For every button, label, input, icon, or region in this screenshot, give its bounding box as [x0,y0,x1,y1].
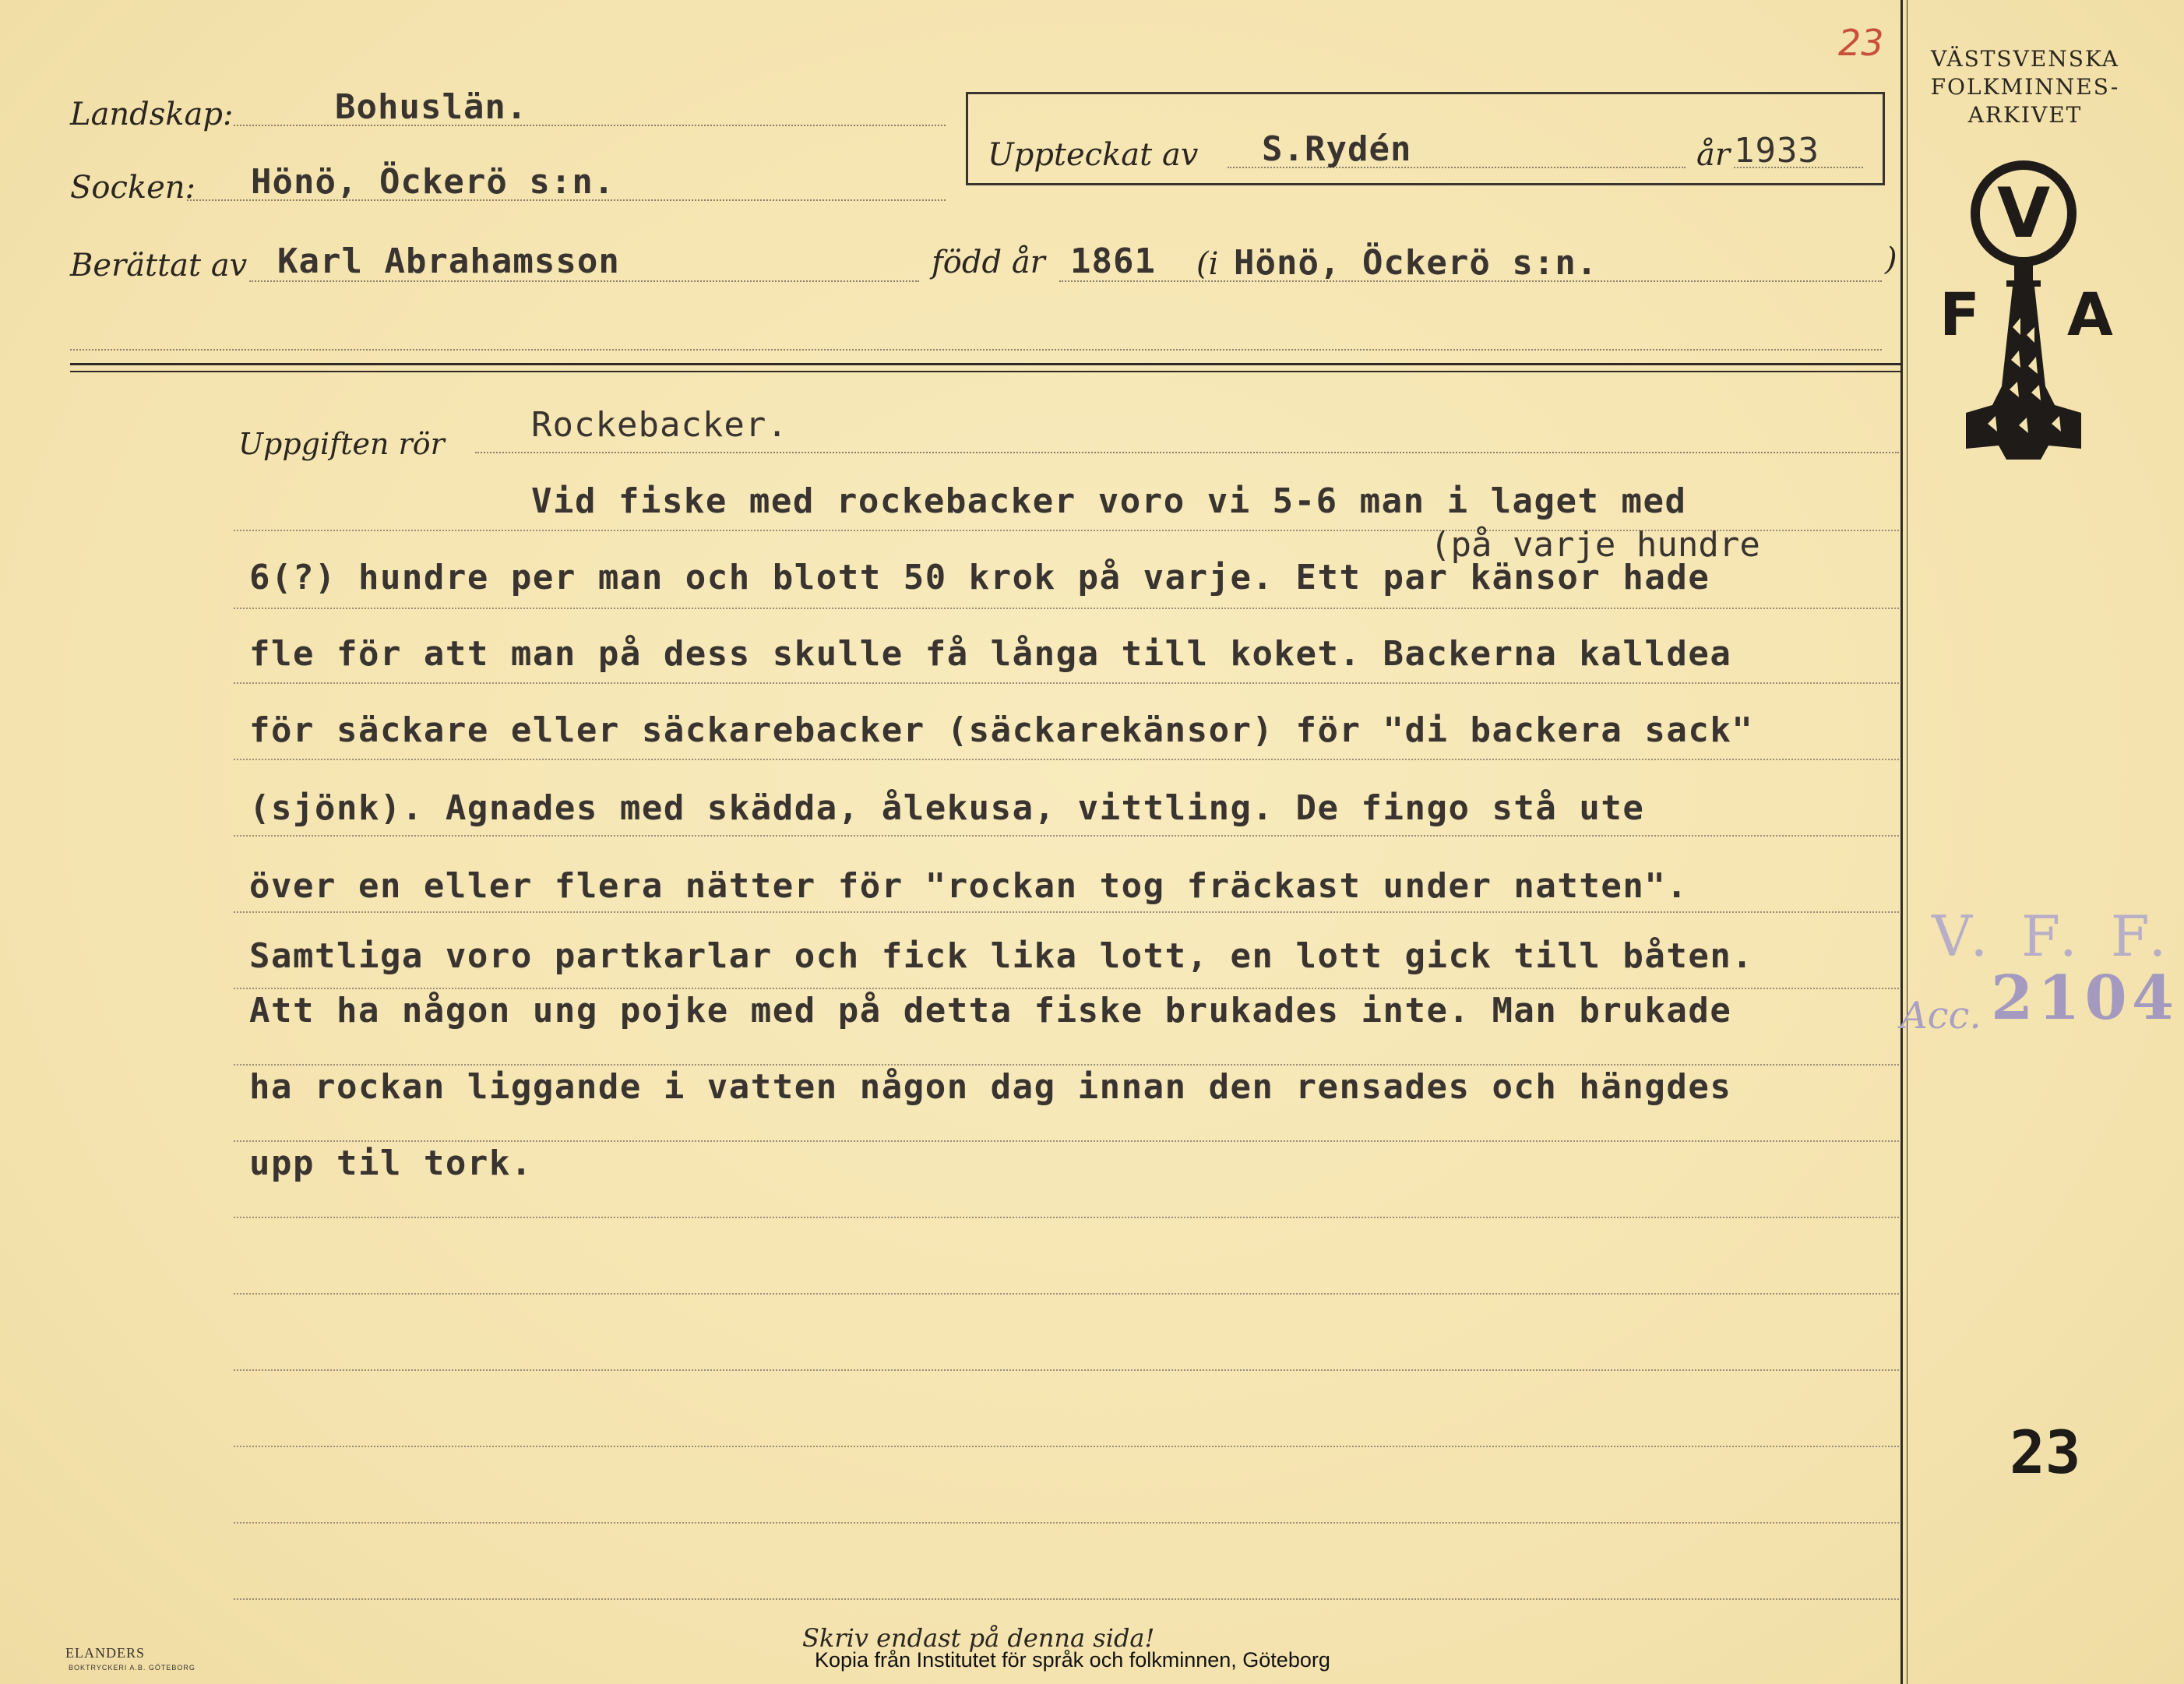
body-line-3: fle för att man på dess skulle få långa till koket. Backerna kalldea [249,634,1732,674]
subject-title: Rockebacker. [531,405,788,445]
archive-logo [1924,156,2134,467]
stamp-acc-label: Acc. [1900,994,1981,1038]
ruled-line [234,835,1899,837]
ruled-line [234,1369,1899,1371]
archive-column-border [1900,0,1903,1684]
ruled-line [234,1522,1899,1524]
printer-mark: ELANDERS [65,1645,145,1661]
body-line-8: Att ha någon ung pojke med på detta fiske brukades inte. Man brukade [249,991,1732,1030]
stamp-acc-number: 2104 [1991,963,2179,1034]
red-page-mark: 23 [1838,22,1884,64]
ruled-line [234,608,1899,609]
berattat-label: Berättat av [70,248,248,284]
body-line-9: ha rockan liggande i vatten någon dag innan den rensades och hängdes [249,1067,1732,1107]
body-line-2: 6(?) hundre per man och blott 50 krok på varje. Ett par känsor hade [249,558,1710,597]
logo-letter-f: F [1939,280,1980,349]
ruled-line [234,911,1899,913]
upptecknat-label: Uppteckat av [988,137,1199,173]
ruled-line [234,759,1899,760]
ar-value: 1933 [1734,131,1819,171]
footer-instruction: Skriv endast på denna sida! [802,1623,1155,1653]
stamp-vff: V. F. F. [1932,904,2175,969]
ruled-line [234,1064,1899,1066]
archive-name: VÄSTSVENSKA FOLKMINNES- ARKIVET [1930,46,2120,128]
fodd-label: född år [932,245,1045,280]
insertion-note: (på varje hundre [1430,525,1760,565]
fodd-paren-open: (i [1196,246,1219,282]
ruled-line [234,988,1899,989]
logo-circle-letter: V [1996,173,2051,253]
ruled-line [234,1446,1899,1447]
body-line-10: upp til tork. [249,1143,533,1183]
copy-notice: Kopia från Institutet för språk och folkminnen, Göteborg [815,1648,1330,1672]
fodd-year: 1861 [1070,241,1156,281]
ruled-line [234,1217,1899,1218]
blank-header-dots [70,349,1882,351]
fodd-place: Hönö, Öckerö s:n. [1234,243,1598,283]
ruled-line [234,1293,1899,1295]
header-separator-top [70,363,1900,365]
printer-mark-sub: BOKTRYCKERI A.B. GÖTEBORG [69,1664,196,1672]
header-separator-bottom [70,371,1900,372]
subject-dots [475,452,1899,453]
hammer-handle [1966,262,2081,460]
ruled-line [234,1598,1899,1600]
fodd-paren-close: ) [1885,241,1897,277]
berattat-value: Karl Abrahamsson [277,241,620,281]
landskap-value: Bohuslän. [335,87,528,127]
ruled-line [234,682,1899,684]
uppgiften-label: Uppgiften rör [238,427,445,461]
upptecknat-value: S.Rydén [1262,129,1412,169]
socken-value: Hönö, Öckerö s:n. [251,162,615,202]
socken-label: Socken: [70,170,196,206]
ar-label: år [1696,137,1730,173]
landskap-label: Landskap: [70,97,234,132]
body-line-5: (sjönk). Agnades med skädda, ålekusa, vittling. De fingo stå ute [249,788,1645,828]
logo-letter-a: A [2067,280,2113,349]
body-line-1: Vid fiske med rockebacker voro vi 5-6 man i laget med [531,481,1687,521]
ruled-line [234,1140,1899,1142]
body-line-6: över en eller flera nätter för "rockan tog fräckast under natten". [249,866,1689,906]
body-line-4: för säckare eller säckarebacker (säckarekänsor) för "di backera sack" [249,710,1754,750]
page-number: 23 [2010,1418,2081,1487]
body-line-7: Samtliga voro partkarlar och fick lika lott, en lott gick till båten. [249,936,1754,976]
